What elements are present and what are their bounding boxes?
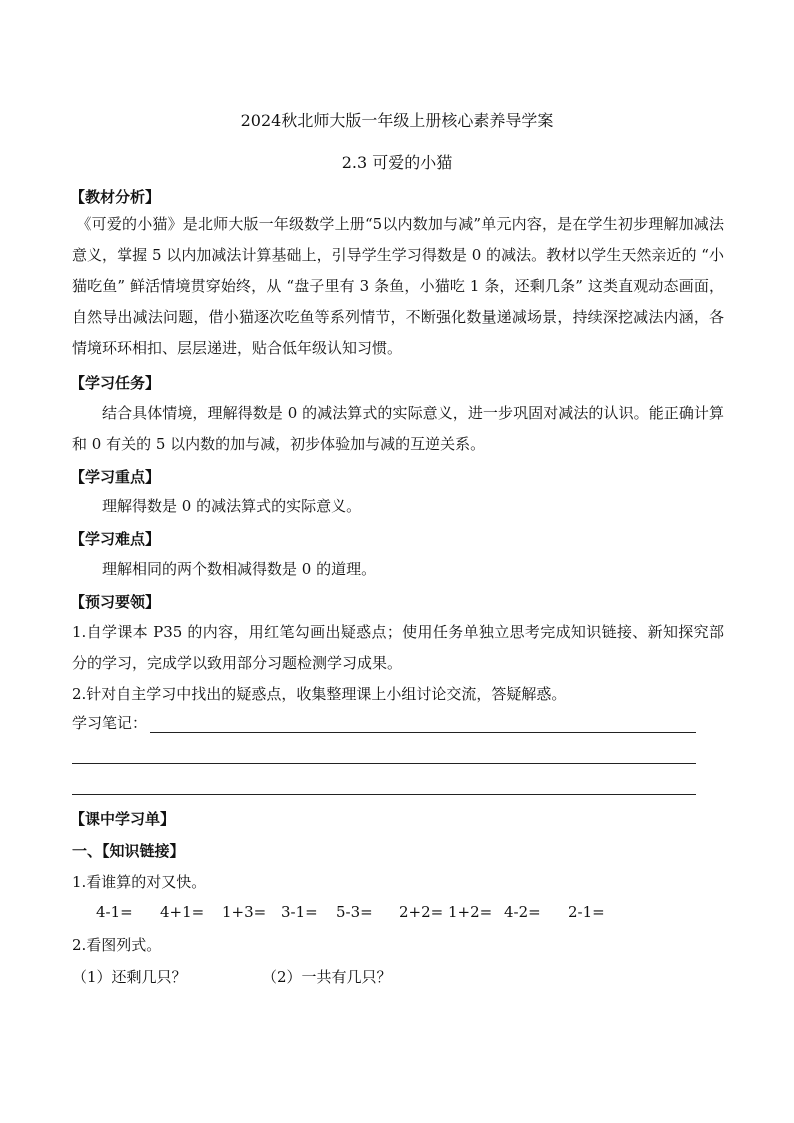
analysis-paragraph: 《可爱的小猫》是北师大版一年级数学上册“5以内数加与减”单元内容，是在学生初步理解加减法意义，掌握 5 以内加减法计算基础上，引导学生学习得数是 0 的减法。教材以学生天然亲近的 “小猫吃鱼” 鲜活情境贯穿始终，从 “盘子里有 3 条鱼，小猫吃 1 条，还剩几条” 这类直观动态画面，自然导出减法问题，借小猫逐次吃鱼等系列情节，不断强化数量递减场景，持续深挖减法内涵，各情境环环相扣、层层递进，贴合低年级认知习惯。 [72,215,724,357]
expression: 4-1= [96,903,133,921]
preview-item-2: 2.针对自主学习中找出的疑惑点，收集整理课上小组讨论交流，答疑解惑。 [72,685,567,703]
analysis-heading: 【教材分析】 [70,188,161,206]
class-heading: 【课中学习单】 [70,810,176,828]
preview-item-1: 1.自学课本 P35 的内容，用红笔勾画出疑惑点；使用任务单独立思考完成知识链接、新知探究部分的学习，完成学以致用部分习题检测学习成果。 [72,623,724,672]
expression: 1+2= [448,903,493,921]
notes-label: 学习笔记： [72,714,148,732]
focus-heading: 【学习重点】 [70,468,161,486]
expression: 4+1= [160,903,205,921]
focus-paragraph: 理解得数是 0 的减法算式的实际意义。 [102,497,362,515]
question-1: （1）还剩几只？ [72,968,187,986]
knowledge-link-heading: 一、【知识链接】 [72,842,185,860]
exercise-1-label: 1.看谁算的对又快。 [72,873,207,891]
difficulty-heading: 【学习难点】 [70,530,161,548]
expression: 3-1= [281,903,318,921]
difficulty-paragraph: 理解相同的两个数相减得数是 0 的道理。 [102,560,377,578]
expression: 2-1= [568,903,605,921]
notes-line-3 [72,794,696,795]
expression: 1+3= [222,903,267,921]
expression: 2+2= [399,903,444,921]
expression: 4-2= [504,903,541,921]
notes-line-1 [150,732,696,733]
exercise-2-label: 2.看图列式。 [72,936,162,954]
document-title: 2024秋北师大版一年级上册核心素养导学案 [240,111,554,130]
lesson-subtitle: 2.3 可爱的小猫 [341,153,453,172]
preview-heading: 【预习要领】 [70,593,161,611]
task-heading: 【学习任务】 [70,374,161,392]
expression: 5-3= [336,903,373,921]
question-2: （2）一共有几只？ [262,968,392,986]
task-paragraph: 结合具体情境，理解得数是 0 的减法算式的实际意义，进一步巩固对减法的认识。能正确计算和 0 有关的 5 以内数的加与减，初步体验加与减的互逆关系。 [72,404,724,453]
notes-line-2 [72,763,696,764]
